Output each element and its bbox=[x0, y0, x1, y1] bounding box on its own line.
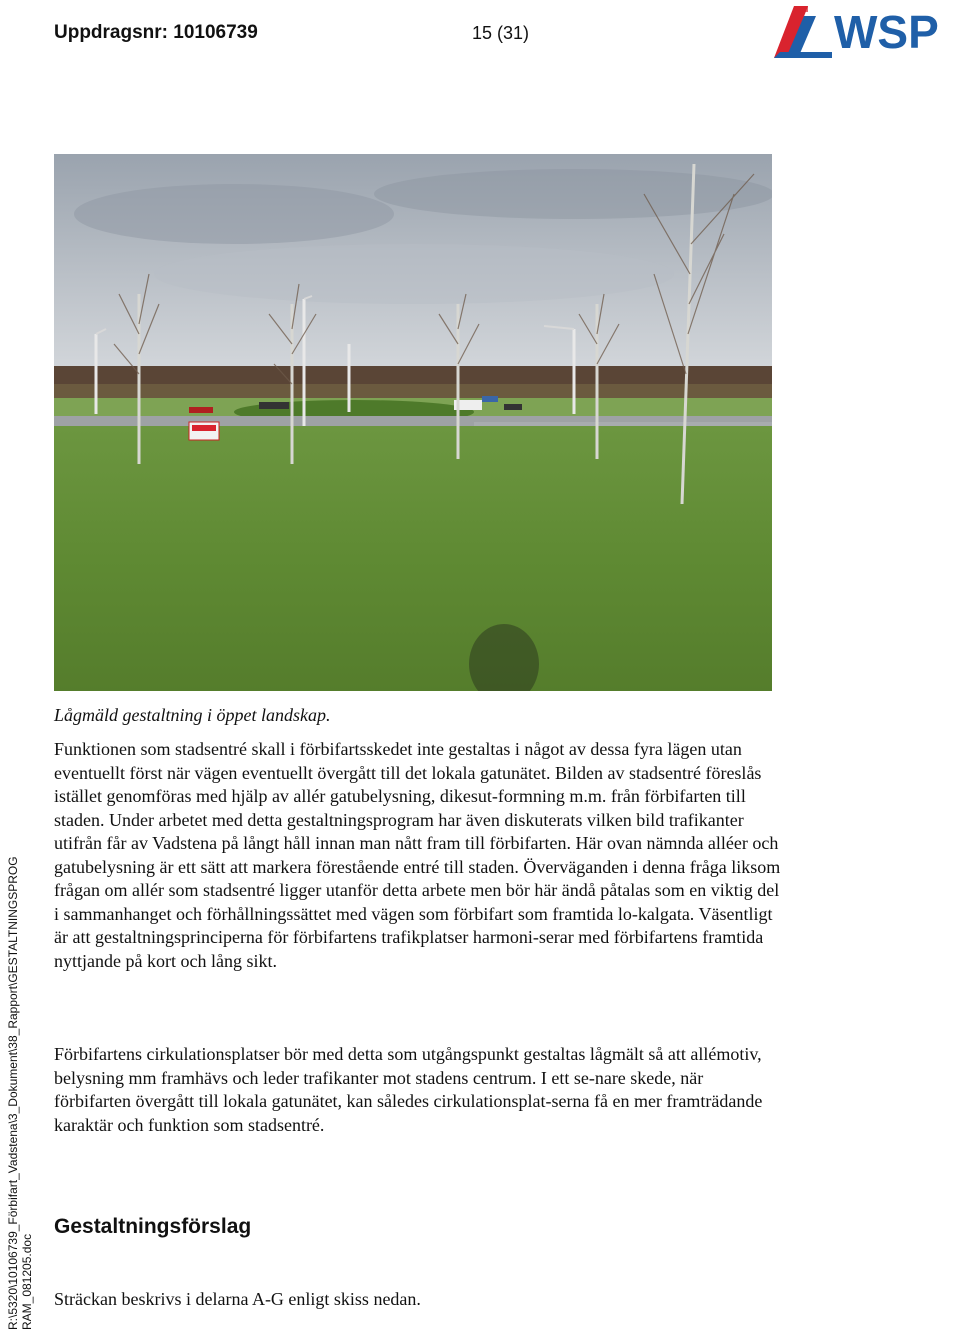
project-number: 10106739 bbox=[173, 22, 258, 43]
project-label: Uppdragsnr: bbox=[54, 22, 168, 43]
paragraph-stadsentre: Funktionen som stadsentré skall i förbifartsskedet inte gestaltas i något av dessa fyra lägen utan eventuellt först när vägen eventuellt övergått till det lokala gatunätet. Bilden av stadsentré föreslås istället genomföras med hjälp av allér gatubelysning, dikesut-formning m.m. från förbifarten till staden. Under arbetet med detta gestaltningsprogram har även diskuterats vilken bild trafikanter utifrån får av Vadstena på långt håll innan man nått fram till förbifarten. Här ovan nämnda alléer och gatubelysning är ett sätt att markera förestående entré till staden. Överväganden i denna fråga liksom frågan om allér som stadsentré ligger utanför detta arbete men bör här ändå påtalas som en viktig del i sammanhanget och förhållningssättet med vägen som förbifart som framtida lo-kalgata. Väsentligt är att gestaltningsprinciperna för förbifartens trafikplatser harmoni-serar med förbifartens framtida nyttjande på kort och lång sikt. bbox=[54, 739, 781, 971]
wsp-logo bbox=[772, 2, 960, 62]
section-heading: Gestaltningsförslag bbox=[54, 1215, 252, 1238]
file-path-line-2: RAM_081205.doc bbox=[20, 1233, 34, 1330]
file-path-margin bbox=[0, 0, 44, 1331]
landscape-photo bbox=[54, 154, 772, 691]
header-project bbox=[54, 22, 258, 44]
paragraph-cirkulationsplatser: Förbifartens cirkulationsplatser bör med detta som utgångspunkt gestaltas lågmält så att allémotiv, belysning mm framhävs och leder trafikanter mot stadens centrum. I ett se-nare skede, när förbifarten övergått till lokala gatunätet, kan således cirkulationsplat-serna få en mer framträdande karaktär och funktion som stadsentré. bbox=[54, 1044, 763, 1135]
page-number: 15 (31) bbox=[472, 23, 530, 43]
photo-caption: Lågmäld gestaltning i öppet landskap. bbox=[54, 705, 331, 725]
file-path-line-1: R:\5320\10106739_Förbifart_Vadstena\3_Dokument\38_Rapport\GESTALTNINGSPROG bbox=[6, 856, 20, 1330]
logo-text: WSP bbox=[834, 6, 939, 58]
paragraph-stracka: Sträckan beskrivs i delarna A-G enligt skiss nedan. bbox=[54, 1289, 421, 1309]
